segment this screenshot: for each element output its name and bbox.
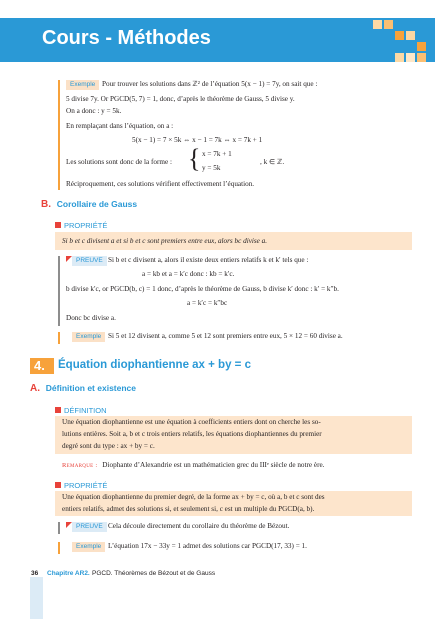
- example-text: L’équation 17x − 33y = 1 admet des solutions car PGCD(17, 33) = 1.: [108, 542, 307, 550]
- example-badge: Exemple: [72, 332, 105, 342]
- proof-text: Cela découle directement du corollaire du théorème de Bézout.: [108, 522, 290, 530]
- page-number: 36: [31, 570, 39, 577]
- square-icon: [55, 482, 61, 488]
- example-rule: [58, 332, 60, 344]
- footer-title: PGCD. Théorèmes de Bézout et de Gauss: [92, 570, 216, 577]
- property-label: PROPRIÉTÉ: [55, 481, 107, 490]
- section-heading: B. Corollaire de Gauss: [41, 199, 138, 210]
- section-title: Équation diophantienne ax + by = c: [58, 359, 251, 371]
- proof-equation: a = k′c = k″bc: [187, 299, 228, 307]
- definition-label: DÉFINITION: [55, 406, 107, 415]
- example-text: On a donc : y = 5k.: [66, 107, 122, 115]
- example-text: 5 divise 7y. Or PGCD(5, 7) = 1, donc, d’après le théorème de Gauss, 5 divise y.: [66, 95, 295, 103]
- proof-rule: [58, 522, 60, 534]
- property-text: entiers relatifs, admet des solutions si, et seulement si, c est un multiple du PGCD(a, b).: [62, 505, 315, 513]
- proof-badge: PREUVE: [72, 256, 107, 266]
- brace-icon: {: [188, 144, 201, 173]
- property-text: Une équation diophantienne du premier degré, de la forme ax + by = c, où a, b et c sont des: [62, 493, 325, 501]
- example-text: Réciproquement, ces solutions vérifient effectivement l’équation.: [66, 180, 255, 188]
- system-line: y = 5k: [202, 164, 221, 172]
- example-badge: Exemple: [66, 80, 99, 90]
- proof-rule: [58, 256, 60, 326]
- page-title: Cours - Méthodes: [42, 27, 211, 49]
- example-rule: [58, 542, 60, 554]
- example-rule: [58, 80, 60, 190]
- property-label: PROPRIÉTÉ: [55, 221, 107, 230]
- example-text: Pour trouver les solutions dans ℤ² de l’équation 5(x − 1) = 7y, on sait que :: [102, 80, 318, 88]
- proof-equation: a = kb et a = k′c donc : kb = k′c.: [142, 270, 235, 278]
- example-text: Si 5 et 12 divisent a, comme 5 et 12 sont premiers entre eux, 5 × 12 = 60 divise a.: [108, 332, 343, 340]
- proof-badge: PREUVE: [72, 522, 107, 532]
- property-text: Si b et c divisent a et si b et c sont premiers entre eux, alors bc divise a.: [62, 237, 268, 245]
- proof-text: Si b et c divisent a, alors il existe deux entiers relatifs k et k′ tels que :: [108, 256, 309, 264]
- example-text: En remplaçant dans l’équation, on a :: [66, 122, 174, 130]
- square-icon: [55, 407, 61, 413]
- remark: Remarque : Diophante d’Alexandrie est un mathématicien grec du IIIᵉ siècle de notre ère.: [62, 461, 325, 469]
- section-number: 4.: [34, 358, 45, 373]
- example-badge: Exemple: [72, 542, 105, 552]
- example-text: Les solutions sont donc de la forme :: [66, 158, 172, 166]
- example-text: , k ∈ ℤ.: [260, 158, 285, 166]
- definition-text: lutions entières. Soit a, b et c trois entiers relatifs, les équations diophantiennes du premier: [62, 430, 322, 438]
- system-line: x = 7k + 1: [202, 150, 232, 158]
- proof-text: Donc bc divise a.: [66, 314, 116, 322]
- definition-text: Une équation diophantienne est une équation à coefficients entiers dont on cherche les so-: [62, 418, 321, 426]
- section-heading: A. Définition et existence: [30, 383, 136, 394]
- square-icon: [55, 222, 61, 228]
- example-equation: 5(x − 1) = 7 × 5k ⇔ x − 1 = 7k ⇔ x = 7k + 1: [132, 136, 263, 144]
- proof-text: b divise k′c, or PGCD(b, c) = 1 donc, d’après le théorème de Gauss, b divise k′ donc : k′ = k″b.: [66, 285, 339, 293]
- footer-tab: [30, 577, 43, 619]
- definition-text: degré sont du type : ax + by = c.: [62, 442, 155, 450]
- footer-chapter: Chapitre AR2.: [47, 570, 90, 577]
